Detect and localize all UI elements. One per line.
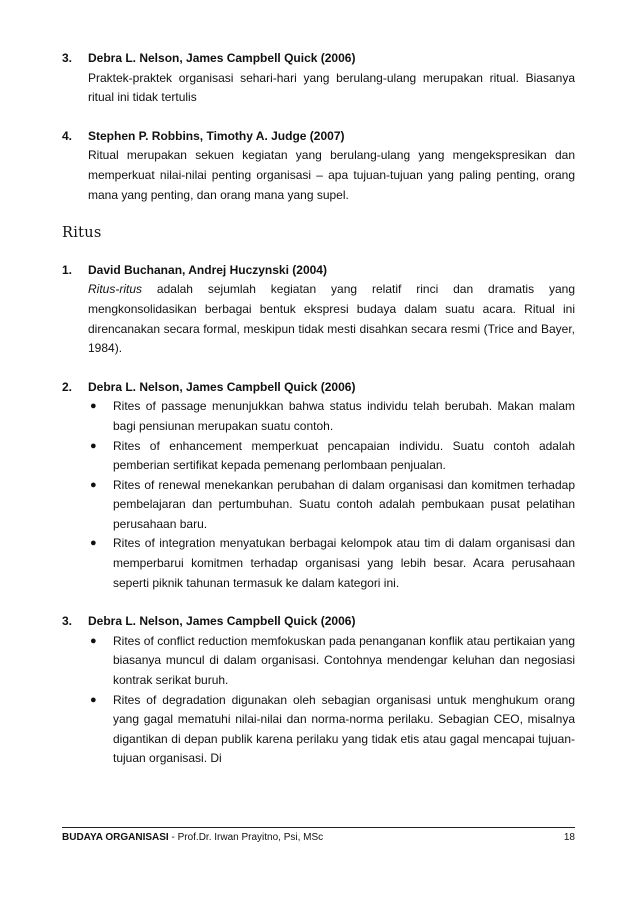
bullet-icon: ● bbox=[90, 400, 97, 413]
item-heading: Debra L. Nelson, James Campbell Quick (2006) bbox=[88, 51, 356, 65]
bullet-item: ● Rites of enhancement memperkuat pencapaian individu. Suatu contoh adalah pemberian sertifikat kepada pemenang perlombaan penjualan. bbox=[88, 437, 575, 476]
item-text: Praktek-praktek organisasi sehari-hari yang berulang-ulang merupakan ritual. Biasanya ritual ini tidak tertulis bbox=[88, 70, 575, 105]
bullet-item: ● Rites of integration menyatukan berbagai kelompok atau tim di dalam organisasi dan memperbarui komitmen terhadap organisasi yang lebih besar. Acara perusahaan seperti piknik tahunan termasuk ke dalam kategori ini. bbox=[88, 534, 575, 593]
bullet-icon: ● bbox=[90, 634, 97, 647]
item-heading: Stephen P. Robbins, Timothy A. Judge (2007) bbox=[88, 128, 345, 143]
footer-author: - Prof.Dr. Irwan Prayitno, Psi, MSc bbox=[168, 832, 324, 843]
bullet-icon: ● bbox=[90, 478, 97, 491]
italic-term: Ritus-ritus bbox=[88, 282, 143, 297]
item-number: 2. bbox=[62, 379, 73, 394]
item-text-rest: adalah sejumlah kegiatan yang relatif rinci dan dramatis yang mengkonsolidasikan berbagai bentuk ekspresi budaya dalam suatu acara. Ritual ini direncanakan secara formal, meskipun tidak mesti disahkan secara resmi (Trice and Bayer, 1984). bbox=[88, 282, 575, 356]
list-item bbox=[62, 612, 575, 769]
page-footer bbox=[62, 827, 575, 843]
bullet-list bbox=[88, 397, 575, 593]
item-number: 1. bbox=[62, 262, 73, 277]
item-number: 3. bbox=[62, 614, 73, 629]
list-item bbox=[62, 49, 575, 108]
footer-label bbox=[62, 832, 323, 843]
item-number: 3. bbox=[62, 51, 73, 65]
item-heading: David Buchanan, Andrej Huczynski (2004) bbox=[88, 262, 327, 277]
item-text: Ritual merupakan sekuen kegiatan yang berulang-ulang yang mengekspresikan dan memperkuat nilai-nilai penting organisasi – apa tujuan-tujuan yang paling penting, orang mana yang penting, dan orang mana yang supel. bbox=[88, 148, 575, 202]
bullet-list bbox=[88, 632, 575, 769]
list-item bbox=[62, 378, 575, 594]
bullet-icon: ● bbox=[90, 693, 97, 706]
bullet-item: ● Rites of passage menunjukkan bahwa status individu telah berubah. Makan malam bagi pensiunan merupakan suatu contoh. bbox=[88, 397, 575, 436]
bullet-icon: ● bbox=[90, 439, 97, 452]
footer-title: BUDAYA ORGANISASI bbox=[62, 832, 169, 843]
list-item bbox=[62, 261, 575, 359]
bullet-item: ● Rites of renewal menekankan perubahan di dalam organisasi dan komitmen terhadap pembelajaran dan pertumbuhan. Suatu contoh adalah pembukaan pusat pelatihan perusahaan baru. bbox=[88, 476, 575, 535]
section-heading: Ritus bbox=[62, 225, 102, 242]
list-item bbox=[62, 127, 575, 205]
item-heading: Debra L. Nelson, James Campbell Quick (2006) bbox=[88, 379, 356, 394]
bullet-item: ● Rites of degradation digunakan oleh sebagian organisasi untuk menghukum orang yang gagal mematuhi nilai-nilai dan norma-norma perilaku. Sebagian CEO, misalnya digantikan di depan publik karena perilaku yang tidak etis atau gagal mencapai tujuan-tujuan organisasi. Di bbox=[88, 691, 575, 769]
item-heading: Debra L. Nelson, James Campbell Quick (2006) bbox=[88, 614, 356, 629]
page-number: 18 bbox=[563, 832, 575, 843]
item-number: 4. bbox=[62, 128, 73, 143]
page-content bbox=[62, 49, 575, 788]
bullet-item: ● Rites of conflict reduction memfokuskan pada penanganan konflik atau pertikaian yang biasanya muncul di dalam organisasi. Contohnya mendengar keluhan dan negosiasi kontrak serikat buruh. bbox=[88, 632, 575, 691]
bullet-icon: ● bbox=[90, 537, 97, 550]
item-text bbox=[88, 280, 575, 358]
